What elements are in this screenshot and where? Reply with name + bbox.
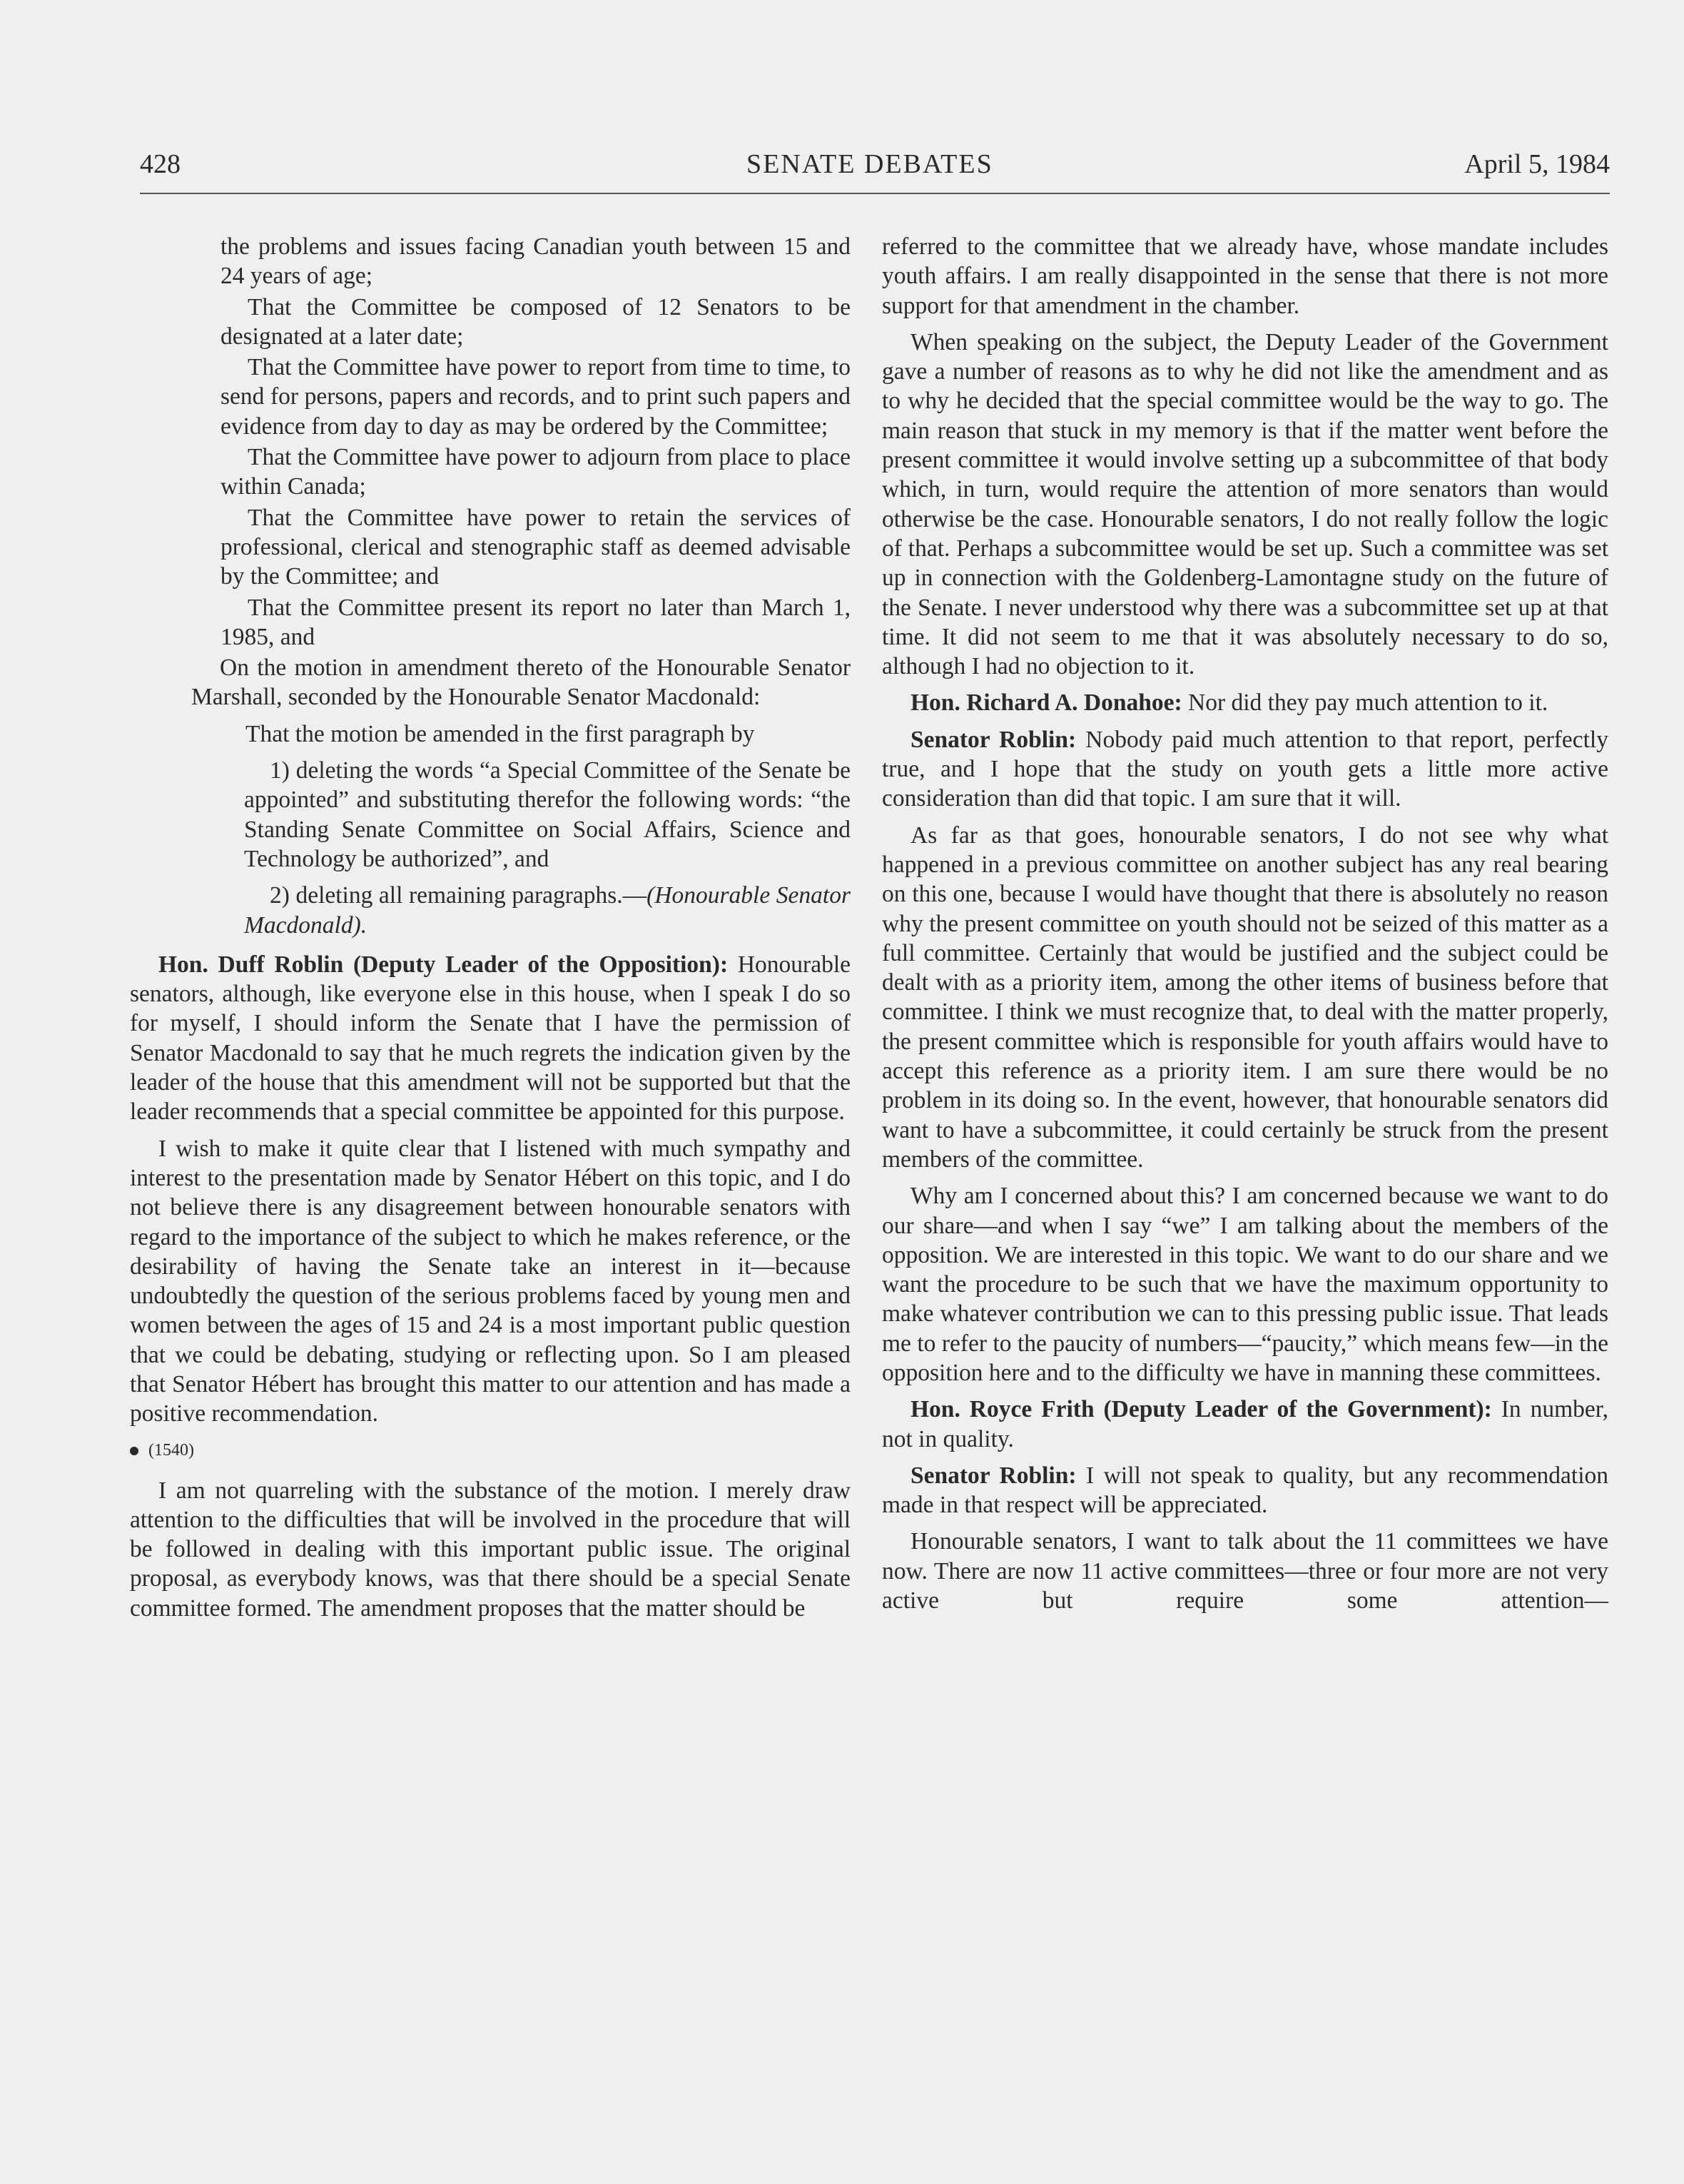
speaker-name: Senator Roblin: (911, 1462, 1077, 1489)
paragraph-text: Nobody paid much attention to that report, perfectly true, and I hope that the study on youth gets a little more active consideration than did that topic. I am sure that it will. (882, 726, 1608, 812)
paragraph-text: Nor did they pay much attention to it. (1182, 689, 1548, 717)
speaker-name: Hon. Richard A. Donahoe: (911, 689, 1182, 717)
speaker-name: Hon. Royce Frith (Deputy Leader of the Government): (911, 1396, 1492, 1423)
paragraph: That the Committee have power to report from time to time, to send for persons, papers and records, and to print such papers and evidence from day to day as may be ordered by the Committee; (220, 354, 851, 440)
paragraph: the problems and issues facing Canadian youth between 15 and 24 years of age; (220, 233, 851, 290)
left-column (130, 232, 851, 1630)
paragraph: 1) deleting the words “a Special Committee of the Senate be appointed” and substituting therefor the following words: “the Standing Senate Committee on Social Affairs, Science and Technology be authorized”, and (244, 757, 851, 872)
paragraph-text: Honourable senators, although, like everyone else in this house, when I speak I do so for myself, I should inform the Senate that I have the permission of Senator Macdonald to say that he much regrets the indication given by the leader of the house that this amendment will not be supported but that the leader recommends that a special committee be appointed for this purpose. (130, 951, 851, 1126)
paragraph (244, 881, 851, 940)
paragraph (882, 725, 1608, 814)
paragraph: That the motion be amended in the first paragraph by (245, 720, 755, 747)
paragraph (882, 1395, 1608, 1454)
paragraph (882, 1461, 1608, 1520)
attribution: (Honourable Senator Macdonald). (244, 882, 851, 939)
paragraph (130, 950, 851, 1127)
time-marker-text: (1540) (148, 1440, 194, 1460)
paragraph (882, 688, 1608, 717)
bullet-icon (130, 1447, 138, 1455)
paragraph: I wish to make it quite clear that I listened with much sympathy and interest to the presentation made by Senator Hébert on this topic, and I do not believe there is any disagreement between honourable senators with regard to the importance of the subject to which he makes reference, or the desirability of having the Senate take an interest in it—because undoubtedly the question of the serious problems faced by young men and women between the ages of 15 and 24 is a most important public question that we could be debating, studying or reflecting upon. So I am pleased that Senator Hébert has brought this matter to our attention and has made a positive recommendation. (130, 1135, 851, 1427)
speaker-name: Senator Roblin: (911, 726, 1077, 753)
time-marker (130, 1436, 851, 1465)
paragraph: That the Committee have power to adjourn from place to place within Canada; (220, 444, 851, 500)
page-number: 428 (140, 149, 181, 179)
paragraph: Honourable senators, I want to talk about the 11 committees we have now. There are now 11 active committees—three or four more are not very active but require some attention— (882, 1528, 1608, 1614)
paragraph: When speaking on the subject, the Deputy Leader of the Government gave a number of reasons as to why he did not like the amendment and as to why he decided that the special committee would be the way to go. The main reason that stuck in my memory is that if the matter went before the present committee it would involve setting up a subcommittee of that body which, in turn, would require the attention of more senators than would otherwise be the case. Honourable senators, I do not really follow the logic of that. Perhaps a subcommittee would be set up. Such a committee was set up in connection with the Goldenberg-Lamontagne study on the future of the Senate. I never understood why there was a subcommittee set up at that time. It did not seem to me that it was absolutely necessary to do so, although I had no objection to it. (882, 328, 1608, 680)
paragraph: As far as that goes, honourable senators, I do not see why what happened in a previous committee on another subject has any real bearing on this one, because I would have thought that there is absolutely no reason why the present committee on youth should not be seized of this matter as a full committee. Certainly that would be justified and the subject could be dealt with as a priority item, among the other items of business before that committee. I think we must recognize that, to deal with the matter properly, the present committee which is responsible for youth affairs would have to accept this reference as a priority item. I am sure there would be no problem in its doing so. In the event, however, that honourable senators did want to have a subcommittee, it could certainly be struck from the present members of the committee. (882, 821, 1608, 1173)
right-column (882, 232, 1608, 1622)
publication-title: SENATE DEBATES (746, 149, 993, 179)
paragraph: I am not quarreling with the substance of the motion. I merely draw attention to the difficulties that will be involved in the procedure that will be followed in dealing with this important public issue. The original proposal, as everybody knows, was that there should be a special Senate committee formed. The amendment proposes that the matter should be (130, 1477, 851, 1622)
paragraph: That the Committee be composed of 12 Senators to be designated at a later date; (220, 293, 851, 350)
paragraph: That the Committee present its report no later than March 1, 1985, and (220, 594, 851, 650)
paragraph: referred to the committee that we already have, whose mandate includes youth affairs. I am really disappointed in the sense that there is not more support for that amendment in the chamber. (882, 233, 1608, 319)
paragraph-text: I will not speak to quality, but any recommendation made in that respect will be appreciated. (882, 1462, 1608, 1519)
paragraph: That the Committee have power to retain the services of professional, clerical and stenographic staff as deemed advisable by the Committee; and (220, 504, 851, 590)
paragraph: Why am I concerned about this? I am concerned because we want to do our share—and when I say “we” I am talking about the members of the opposition. We are interested in this topic. We want to do our share and we want the procedure to be such that we have the maximum opportunity to make whatever contribution we can to this pressing public issue. That leads me to refer to the paucity of numbers—“paucity,” which means few—in the opposition here and to the difficulty we have in manning these committees. (882, 1183, 1608, 1386)
paragraph-text: In number, not in quality. (882, 1396, 1608, 1452)
page-date: April 5, 1984 (1464, 149, 1610, 179)
paragraph: On the motion in amendment thereto of the Honourable Senator Marshall, seconded by the Honourable Senator Macdonald: (191, 654, 851, 711)
paragraph-text: 2) deleting all remaining paragraphs.— (270, 882, 647, 909)
speaker-name: Hon. Duff Roblin (Deputy Leader of the Opposition): (158, 951, 729, 978)
page-header (140, 147, 1610, 194)
